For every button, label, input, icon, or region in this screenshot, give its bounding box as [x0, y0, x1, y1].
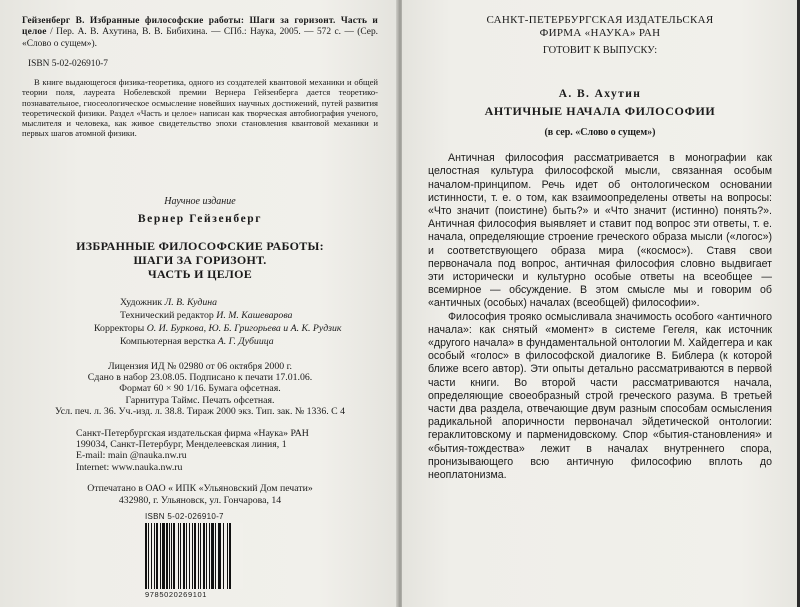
credit-role: Корректоры: [94, 323, 147, 335]
publisher-line: Internet: www.nauka.nw.ru: [76, 461, 183, 473]
barcode-digits: 9785020269101: [145, 590, 208, 599]
publisher-line: Санкт-Петербургская издательская фирма «Наука» РАН: [76, 427, 309, 439]
book-author: Вернер Гейзенберг: [137, 213, 263, 226]
imprint-line: Усл. печ. л. 36. Уч.-изд. л. 38.8. Тираж 2000 экз. Тип. зак. № 1336. С 4: [54, 406, 346, 418]
title-line: ЧАСТЬ И ЦЕЛОЕ: [147, 267, 253, 282]
credit-role: Технический редактор: [120, 310, 217, 322]
announcement-publisher: [428, 14, 772, 39]
credit-names: И. М. Кашеварова: [216, 310, 293, 322]
barcode-bar: [229, 523, 231, 589]
printer-line: Отпечатано в ОАО « ИПК «Ульяновский Дом печати»: [87, 483, 313, 495]
credit-names: Л. В. Кудина: [164, 297, 218, 309]
publisher-line: E-mail: main @nauka.nw.ru: [76, 450, 187, 462]
bibliographic-details: / Пер. А. В. Ахутина, В. В. Бибихина. — СПб.: Наука, 2005. — 572 с. — (Сер. «Слово о сущем»).: [22, 27, 378, 49]
coming-soon-label: ГОТОВИТ К ВЫПУСКУ:: [542, 45, 658, 57]
imprint-block: [22, 361, 378, 418]
printer-line: 432980, г. Ульяновск, ул. Гончарова, 14: [118, 494, 282, 506]
publisher-line: 199034, Санкт-Петербург, Менделеевская линия, 1: [76, 439, 287, 451]
publisher-block: [76, 428, 378, 474]
imprint-line: Гарнитура Таймс. Печать офсетная.: [125, 394, 275, 406]
announced-author: А. В. Ахутин: [558, 88, 642, 101]
edition-type: Научное издание: [164, 196, 236, 208]
credit-role: Компьютерная верстка: [120, 335, 218, 347]
announced-title: АНТИЧНЫЕ НАЧАЛА ФИЛОСОФИИ: [484, 104, 716, 119]
credit-line: [94, 323, 378, 336]
credit-names: А. Г. Дубиица: [217, 335, 274, 347]
title-line: ИЗБРАННЫЕ ФИЛОСОФСКИЕ РАБОТЫ:: [76, 239, 324, 254]
publisher-line: САНКТ-ПЕТЕРБУРГСКАЯ ИЗДАТЕЛЬСКАЯ: [486, 14, 714, 26]
imprint-line: Сдано в набор 23.08.05. Подписано к печати 17.01.06.: [87, 372, 313, 384]
bibliographic-heading: Гейзенберг В. Избранные философские работы: Шаги за горизонт. Часть и целое: [22, 16, 378, 38]
publisher-line: ФИРМА «НАУКА» РАН: [539, 26, 661, 39]
credit-names: О. И. Буркова, Ю. Б. Григорьева и А. К. Рудзик: [146, 323, 342, 335]
barcode-isbn: ISBN 5-02-026910-7: [145, 512, 224, 521]
credit-role: Художник: [120, 297, 165, 309]
credit-line: [120, 336, 378, 349]
imprint-line: Формат 60 × 90 1/16. Бумага офсетная.: [119, 383, 281, 395]
announced-series: (в сер. «Слово о сущем»): [544, 127, 656, 139]
bibliographic-record: [22, 16, 378, 50]
credit-line: [120, 297, 378, 310]
imprint-line: Лицензия ИД № 02980 от 06 октября 2000 г.: [108, 360, 292, 372]
announcement-paragraph: Философия трояко осмысливала значимость особого «античного начала»: как снятый «момент» в системе Гегеля, как источник «другого начала» в фундаментальной онтологии М. Хайдеггера и как особый «голос» в философской диалогике В. Библера (к которой ближе всего автор). Эти опыты детально рассматриваются в первой части книги. Во второй части рассматриваются начала, определяющие своеобразный строй греческого разума. В третьей части два раздела, отвечающие двум разным способам осмысления радикальной апоричности первоначал эйдетической онтологии: гераклитовскому и парменидовскому. Спор «бытия-становления» и «бытия-тождества» лежит в началах внутреннего спора, пронизывающего всю античную философию вплоть до неоплатонизма.: [428, 310, 772, 482]
left-page: [0, 0, 398, 607]
barcode-block: [145, 512, 243, 599]
right-page: [402, 0, 800, 607]
credit-line: [120, 310, 378, 323]
annotation: В книге выдающегося физика-теоретика, одного из создателей квантовой механики и общей теории поля, лауреата Нобелевской премии Вернера Гейзенберга дается теоретико-познавательное, гносеологическое осмысление новейших научных достижений, путей развития теоретической физики. Раздел «Часть и целое» написан как творческая автобиография ученого, мыслителя и человека, как живое свидетельство эпохи становления квантовой механики и первых шагов атомной физики.: [22, 77, 378, 139]
announcement-paragraph: Античная философия рассматривается в монографии как целостная культура философской мысли, связанная особым началом-принципом. Речь идет об онтологическом основании истинности, т. е. о том, как взаимоопределены ответы на вопросы: «Что значит (поистине) быть?» и «Что значит (истинно) понять?». Античная философия выявляет и ставит под вопрос эти ответы, т. е. начала, определяющие строение греческого образа мысли («логос») и соответствующего образа мира («космос»). Ставя свои первоначала под вопрос, античная философия словно выдвигает эти исторически и культурно особые ответы на всеобщее — всемирное — обсуждение. В этом смысле мы и говорим об «античных (особых) началах (всеобщей) философии».: [428, 152, 772, 310]
isbn-line: ISBN 5-02-026910-7: [28, 59, 108, 70]
barcode-bars: [145, 523, 243, 589]
book-title: [22, 239, 378, 281]
title-line: ШАГИ ЗА ГОРИЗОНТ.: [133, 253, 267, 268]
printer-block: [22, 483, 378, 506]
staff-credits: [94, 297, 378, 348]
